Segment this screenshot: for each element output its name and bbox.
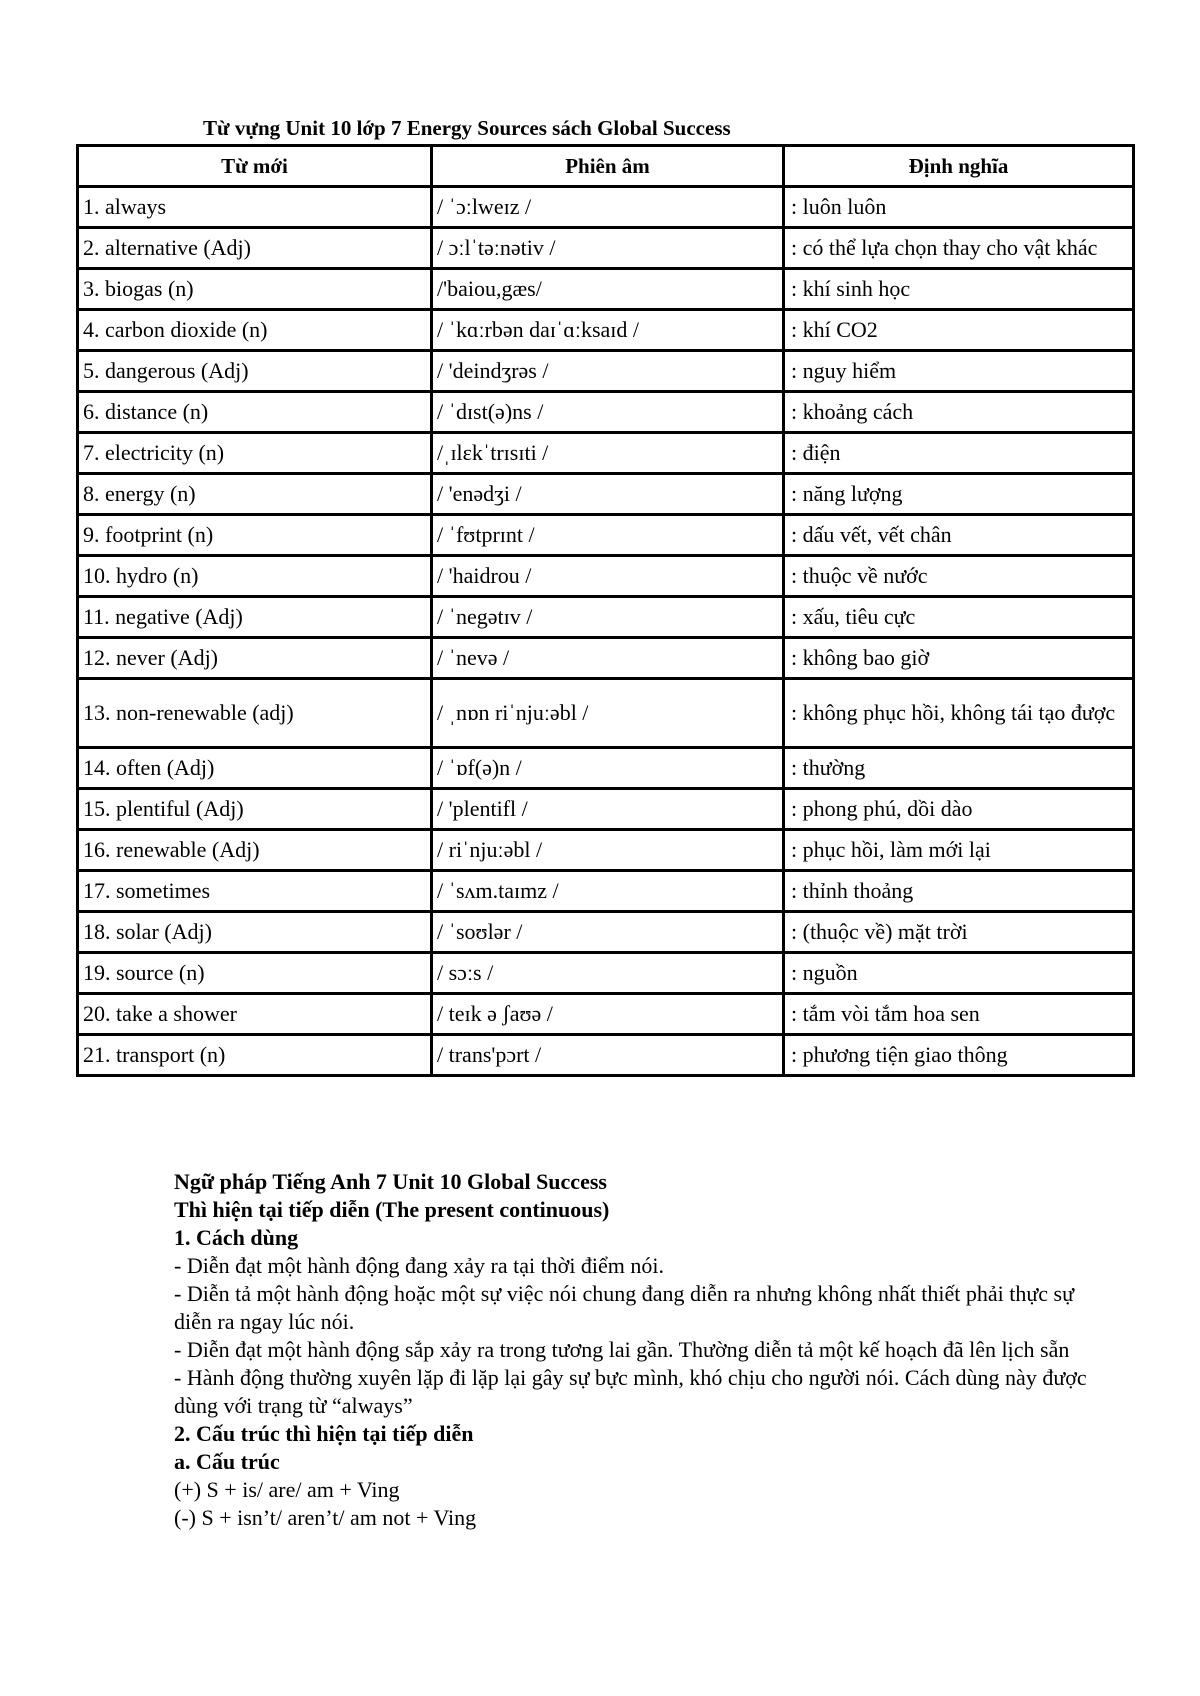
ipa-cell: / ˈɔːlweɪz / <box>432 187 784 228</box>
table-row <box>78 310 1134 351</box>
table-row <box>78 830 1134 871</box>
vocabulary-table <box>76 144 1135 1077</box>
header-new-word: Từ mới <box>78 146 432 187</box>
meaning-cell: : khí sinh học <box>784 269 1134 310</box>
meaning-cell: : phục hồi, làm mới lại <box>784 830 1134 871</box>
word-cell: 1. always <box>78 187 432 228</box>
ipa-cell: / ˈdɪst(ə)ns / <box>432 392 784 433</box>
ipa-cell: / ˈsʌm.taɪmz / <box>432 871 784 912</box>
meaning-cell: : dấu vết, vết chân <box>784 515 1134 556</box>
usage-item: - Diễn đạt một hành động đang xảy ra tại thời điểm nói. <box>174 1253 665 1278</box>
table-row <box>78 994 1134 1035</box>
meaning-cell: : phong phú, dồi dào <box>784 789 1134 830</box>
table-row <box>78 474 1134 515</box>
meaning-cell: : nguồn <box>784 953 1134 994</box>
word-cell: 5. dangerous (Adj) <box>78 351 432 392</box>
word-cell: 15. plentiful (Adj) <box>78 789 432 830</box>
ipa-cell: / 'deindʒrəs / <box>432 351 784 392</box>
table-header-row <box>78 146 1134 187</box>
ipa-cell: / 'haidrou / <box>432 556 784 597</box>
word-cell: 2. alternative (Adj) <box>78 228 432 269</box>
ipa-cell: / teɪk ə ʃaʊə / <box>432 994 784 1035</box>
structure-title: 2. Cấu trúc thì hiện tại tiếp diễn <box>174 1421 474 1446</box>
meaning-cell: : tắm vòi tắm hoa sen <box>784 994 1134 1035</box>
meaning-cell: : phương tiện giao thông <box>784 1035 1134 1076</box>
usage-item: - Diễn đạt một hành động sắp xảy ra trong tương lai gần. Thường diễn tả một kế hoạch đã lên lịch sẵn <box>174 1337 1070 1362</box>
table-row <box>78 392 1134 433</box>
ipa-cell: / riˈnjuːəbl / <box>432 830 784 871</box>
table-row <box>78 638 1134 679</box>
word-cell: 20. take a shower <box>78 994 432 1035</box>
table-row <box>78 789 1134 830</box>
meaning-cell: : có thể lựa chọn thay cho vật khác <box>784 228 1134 269</box>
ipa-cell: / ˈkɑːrbən daɪˈɑːksaɪd / <box>432 310 784 351</box>
grammar-heading: Ngữ pháp Tiếng Anh 7 Unit 10 Global Success <box>174 1169 607 1194</box>
ipa-cell: / ˌnɒn riˈnjuːəbl / <box>432 679 784 748</box>
word-cell: 11. negative (Adj) <box>78 597 432 638</box>
table-row <box>78 597 1134 638</box>
ipa-cell: / 'plentifl / <box>432 789 784 830</box>
table-row <box>78 556 1134 597</box>
usage-item: - Hành động thường xuyên lặp đi lặp lại gây sự bực mình, khó chịu cho người nói. Cách dùng này được dùng với trạng từ “always” <box>174 1365 1087 1418</box>
table-row <box>78 228 1134 269</box>
meaning-cell: : xấu, tiêu cực <box>784 597 1134 638</box>
header-pronunciation: Phiên âm <box>432 146 784 187</box>
ipa-cell: / ˈsoʊlər / <box>432 912 784 953</box>
word-cell: 3. biogas (n) <box>78 269 432 310</box>
table-row <box>78 871 1134 912</box>
ipa-cell: /'baiou,gæs/ <box>432 269 784 310</box>
meaning-cell: : khoảng cách <box>784 392 1134 433</box>
meaning-cell: : thường <box>784 748 1134 789</box>
word-cell: 19. source (n) <box>78 953 432 994</box>
meaning-cell: : khí CO2 <box>784 310 1134 351</box>
word-cell: 7. electricity (n) <box>78 433 432 474</box>
table-row <box>78 1035 1134 1076</box>
table-row <box>78 912 1134 953</box>
ipa-cell: / 'enədʒi / <box>432 474 784 515</box>
word-cell: 17. sometimes <box>78 871 432 912</box>
word-cell: 18. solar (Adj) <box>78 912 432 953</box>
ipa-cell: /ˌɪlɛkˈtrɪsɪti / <box>432 433 784 474</box>
ipa-cell: / ˈɒf(ə)n / <box>432 748 784 789</box>
table-row <box>78 269 1134 310</box>
word-cell: 14. often (Adj) <box>78 748 432 789</box>
ipa-cell: / trans'pɔrt / <box>432 1035 784 1076</box>
table-row <box>78 748 1134 789</box>
usage-item: - Diễn tả một hành động hoặc một sự việc nói chung đang diễn ra nhưng không nhất thiết phải thực sự diễn ra ngay lúc nói. <box>174 1281 1075 1334</box>
ipa-cell: / ˈnevə / <box>432 638 784 679</box>
meaning-cell: : thỉnh thoảng <box>784 871 1134 912</box>
header-definition: Định nghĩa <box>784 146 1134 187</box>
word-cell: 9. footprint (n) <box>78 515 432 556</box>
meaning-cell: : nguy hiểm <box>784 351 1134 392</box>
word-cell: 4. carbon dioxide (n) <box>78 310 432 351</box>
meaning-cell: : không bao giờ <box>784 638 1134 679</box>
meaning-cell: : luôn luôn <box>784 187 1134 228</box>
formula-negative: (-) S + isn’t/ aren’t/ am not + Ving <box>174 1505 477 1530</box>
table-row <box>78 515 1134 556</box>
meaning-cell: : năng lượng <box>784 474 1134 515</box>
meaning-cell: : thuộc về nước <box>784 556 1134 597</box>
formula-positive: (+) S + is/ are/ am + Ving <box>174 1477 400 1502</box>
ipa-cell: / ˈfʊtprɪnt / <box>432 515 784 556</box>
word-cell: 16. renewable (Adj) <box>78 830 432 871</box>
usage-title: 1. Cách dùng <box>174 1225 299 1250</box>
word-cell: 6. distance (n) <box>78 392 432 433</box>
table-row <box>78 351 1134 392</box>
grammar-section <box>174 1168 1104 1532</box>
ipa-cell: / ɔːlˈtəːnətiv / <box>432 228 784 269</box>
table-row <box>78 953 1134 994</box>
document-title: Từ vựng Unit 10 lớp 7 Energy Sources sách Global Success <box>203 116 731 140</box>
meaning-cell: : (thuộc về) mặt trời <box>784 912 1134 953</box>
meaning-cell: : điện <box>784 433 1134 474</box>
table-row <box>78 679 1134 748</box>
word-cell: 13. non-renewable (adj) <box>78 679 432 748</box>
word-cell: 21. transport (n) <box>78 1035 432 1076</box>
word-cell: 10. hydro (n) <box>78 556 432 597</box>
table-row <box>78 187 1134 228</box>
word-cell: 8. energy (n) <box>78 474 432 515</box>
table-row <box>78 433 1134 474</box>
meaning-cell: : không phục hồi, không tái tạo được <box>784 679 1134 748</box>
word-cell: 12. never (Adj) <box>78 638 432 679</box>
structure-subtitle: a. Cấu trúc <box>174 1449 280 1474</box>
ipa-cell: / ˈnegətɪv / <box>432 597 784 638</box>
ipa-cell: / sɔːs / <box>432 953 784 994</box>
grammar-subheading: Thì hiện tại tiếp diễn (The present continuous) <box>174 1197 610 1222</box>
